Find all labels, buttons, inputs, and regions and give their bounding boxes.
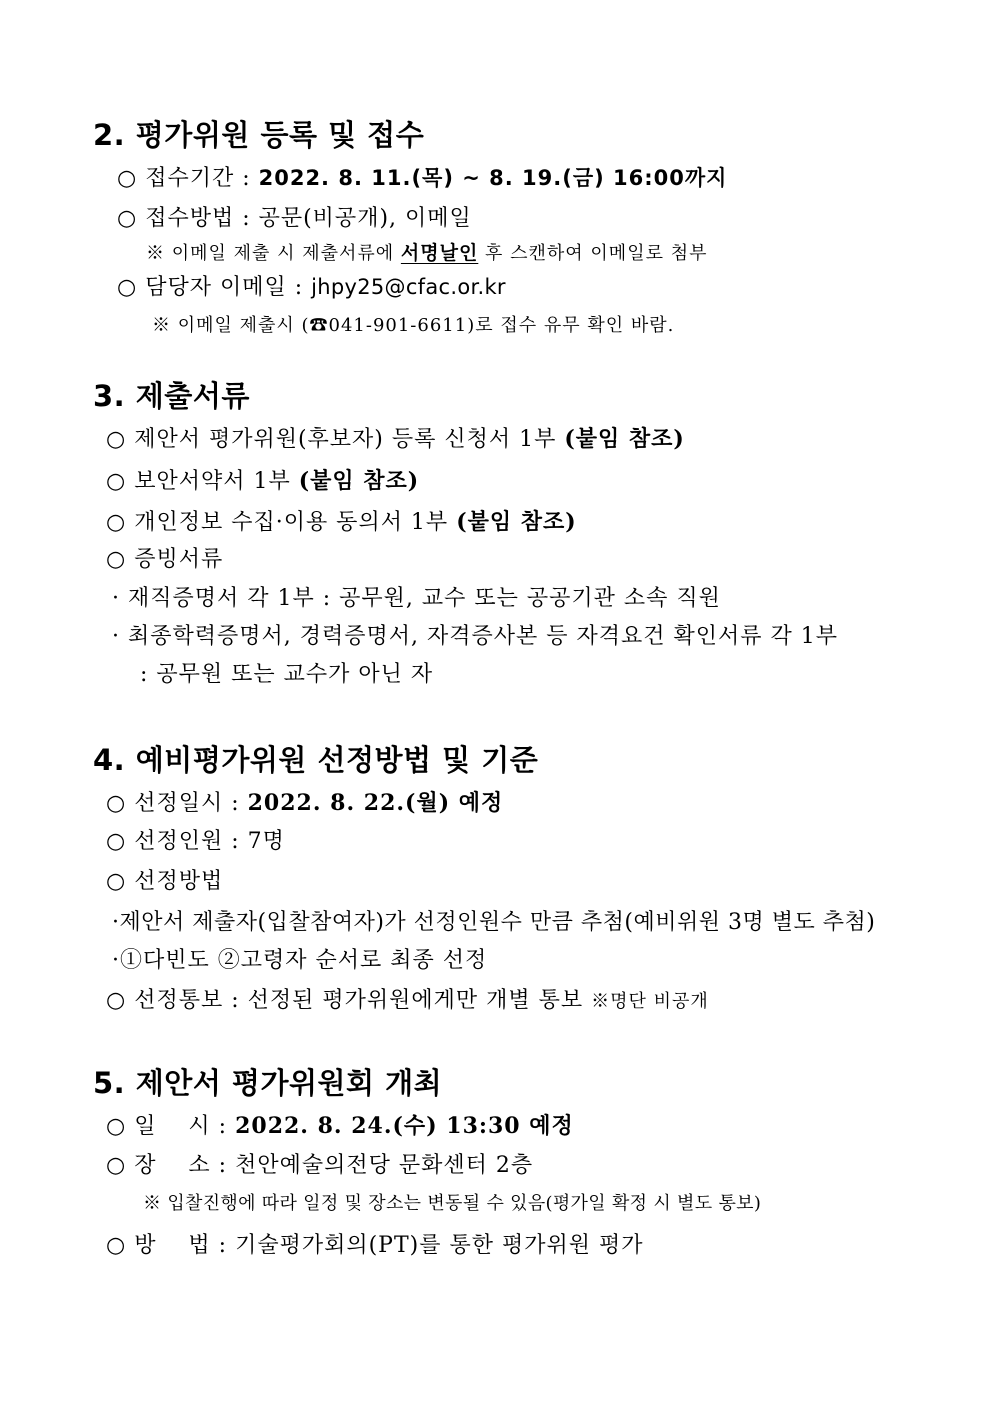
section-2-heading: 2. 평가위원 등록 및 접수 bbox=[93, 118, 425, 152]
meeting-date-label: ○ 일 시 : bbox=[106, 1114, 236, 1139]
selection-notice-note: ※명단 비공개 bbox=[591, 991, 709, 1012]
contact-email-line bbox=[117, 270, 506, 301]
doc-item-privacy-consent bbox=[106, 505, 577, 536]
evidence-sub-education-target: : 공무원 또는 교수가 아닌 자 bbox=[140, 662, 434, 687]
doc-item-evidence: ○ 증빙서류 bbox=[106, 547, 224, 572]
meeting-place-line: ○ 장 소 : 천안예술의전당 문화센터 2층 bbox=[106, 1153, 534, 1178]
evidence-sub-employment: · 재직증명서 각 1부 : 공무원, 교수 또는 공공기관 소속 직원 bbox=[112, 586, 721, 611]
selection-method-line: ○ 선정방법 bbox=[106, 869, 224, 894]
doc-item-registration bbox=[106, 422, 685, 453]
selection-date-label: ○ 선정일시 : bbox=[106, 791, 248, 816]
selection-notice-line bbox=[106, 983, 709, 1014]
selection-date-line bbox=[106, 786, 503, 817]
reception-period-line bbox=[117, 161, 727, 192]
meeting-place-note: ※ 입찰진행에 따라 일정 및 장소는 변동될 수 있음(평가일 확정 시 별도 통보) bbox=[143, 1193, 762, 1214]
doc-item-label: ○ 개인정보 수집·이용 동의서 1부 bbox=[106, 510, 457, 535]
method-note-prefix: ※ 이메일 제출 시 제출서류에 bbox=[146, 243, 401, 264]
attachment-reference: (붙임 참조) bbox=[298, 468, 420, 494]
section-5-heading: 5. 제안서 평가위원회 개최 bbox=[93, 1066, 443, 1100]
meeting-method-line: ○ 방 법 : 기술평가회의(PT)를 통한 평가위원 평가 bbox=[106, 1233, 644, 1258]
doc-item-security-pledge bbox=[106, 464, 419, 495]
selection-count-line: ○ 선정인원 : 7명 bbox=[106, 829, 285, 854]
contact-email-value: jhpy25@cfac.or.kr bbox=[311, 275, 506, 299]
attachment-reference: (붙임 참조) bbox=[456, 509, 577, 535]
contact-email-note: ※ 이메일 제출시 (☎041-901-6611)로 접수 유무 확인 바람. bbox=[152, 315, 675, 336]
attachment-reference: (붙임 참조) bbox=[564, 426, 685, 452]
reception-period-label: ○ 접수기간 : bbox=[117, 166, 259, 191]
selection-method-sub-priority: ·①다빈도 ②고령자 순서로 최종 선정 bbox=[112, 948, 488, 973]
contact-email-label: ○ 담당자 이메일 : bbox=[117, 275, 312, 300]
doc-item-label: ○ 제안서 평가위원(후보자) 등록 신청서 1부 bbox=[106, 427, 565, 452]
method-note-suffix: 후 스캔하여 이메일로 첨부 bbox=[478, 243, 708, 264]
selection-method-sub-draw: ·제안서 제출자(입찰참여자)가 선정인원수 만큼 추첨(예비위원 3명 별도 추첨) bbox=[112, 910, 876, 935]
reception-method-line: ○ 접수방법 : 공문(비공개), 이메일 bbox=[117, 206, 472, 231]
reception-method-note bbox=[146, 238, 707, 265]
section-3-heading: 3. 제출서류 bbox=[93, 379, 250, 413]
selection-notice-text: ○ 선정통보 : 선정된 평가위원에게만 개별 통보 bbox=[106, 988, 592, 1013]
signature-stamp-emphasis: 서명날인 bbox=[400, 242, 479, 264]
section-4-heading: 4. 예비평가위원 선정방법 및 기준 bbox=[93, 743, 539, 777]
meeting-date-line bbox=[106, 1109, 574, 1140]
doc-item-label: ○ 보안서약서 1부 bbox=[106, 469, 299, 494]
reception-period-value: 2022. 8. 11.(목) ~ 8. 19.(금) 16:00까지 bbox=[258, 166, 728, 190]
meeting-date-value: 2022. 8. 24.(수) 13:30 예정 bbox=[235, 1113, 574, 1139]
evidence-sub-education: · 최종학력증명서, 경력증명서, 자격증사본 등 자격요건 확인서류 각 1부 bbox=[112, 624, 838, 649]
selection-date-value: 2022. 8. 22.(월) 예정 bbox=[247, 790, 504, 816]
